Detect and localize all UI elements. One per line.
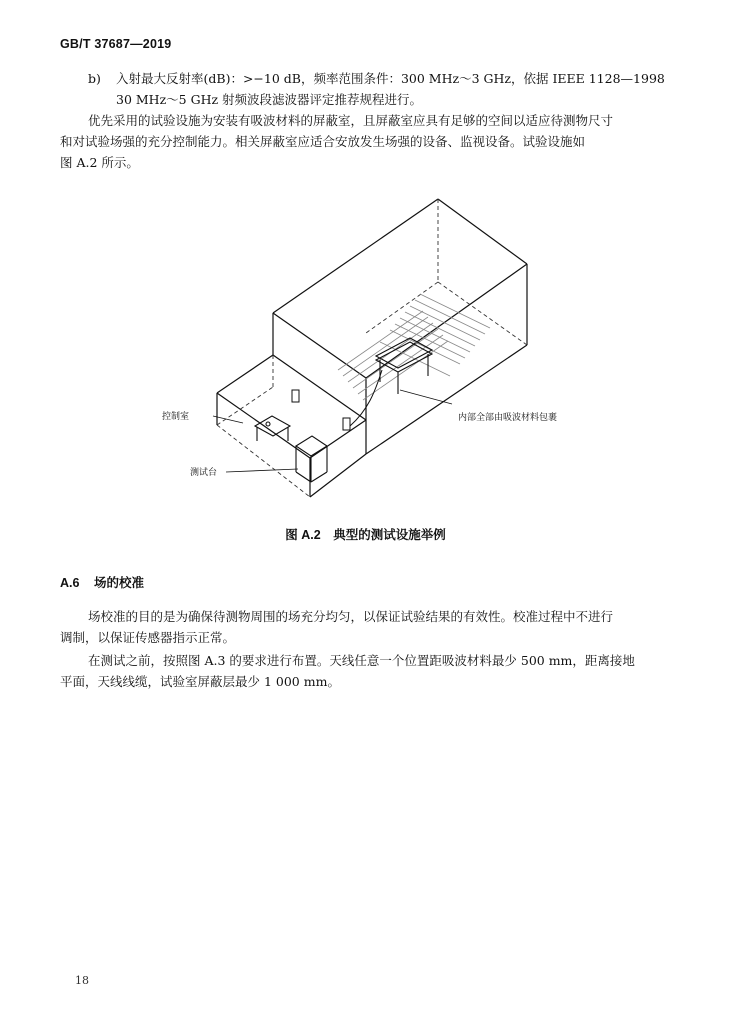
paragraph-calibration-setup [60, 650, 635, 692]
para-line: 优先采用的试验设施为安装有吸波材料的屏蔽室，且屏蔽室应具有足够的空间以适应待测物尺寸 [88, 113, 614, 128]
leader-lines [213, 390, 452, 472]
wall-panels [292, 390, 350, 430]
list-item-text-2: 30 MHz～5 GHz 射频波段滤波器评定推荐规程进行。 [116, 92, 423, 107]
para-line: 在测试之前，按照图 A.3 的要求进行布置。天线任意一个位置距吸波材料最少 500 mm，距离接地 [88, 653, 635, 668]
para-line: 场校准的目的是为确保待测物周围的场充分均匀，以保证试验结果的有效性。校准过程中不进行 [88, 609, 614, 624]
test-bench-device [296, 436, 327, 482]
list-marker: b) [88, 71, 101, 86]
shield-room-hidden-edges [366, 199, 527, 345]
control-room-outline [217, 355, 366, 497]
figure-caption: 图 A.2 典型的测试设施举例 [285, 528, 446, 542]
para-line: 和对试验场强的充分控制能力。相关屏蔽室应适合安放发生场强的设备、监视设备。试验设施如 [60, 134, 586, 149]
label-control-room: 控制室 [162, 412, 190, 422]
paragraph-calibration-purpose [60, 606, 613, 648]
desk [255, 416, 290, 441]
page-number: 18 [75, 974, 89, 987]
para-line: 图 A.2 所示。 [60, 155, 139, 170]
absorber-material [338, 294, 490, 400]
list-item-text-1: 入射最大反射率(dB)：>−10 dB，频率范围条件：300 MHz～3 GHz，依据 IEEE 1128—1998 [116, 71, 665, 86]
section-title: 场的校准 [94, 576, 145, 590]
label-absorber: 内部全部由吸波材料包裹 [458, 413, 558, 423]
para-line: 调制，以保证传感器指示正常。 [60, 630, 236, 645]
section-heading [60, 573, 144, 591]
page-header: GB/T 37687—2019 [60, 37, 172, 51]
section-number: A.6 [60, 576, 80, 590]
para-line: 平面，天线线缆，试验室屏蔽层最少 1 000 mm。 [60, 674, 340, 689]
label-test-bench: 测试台 [190, 468, 218, 478]
